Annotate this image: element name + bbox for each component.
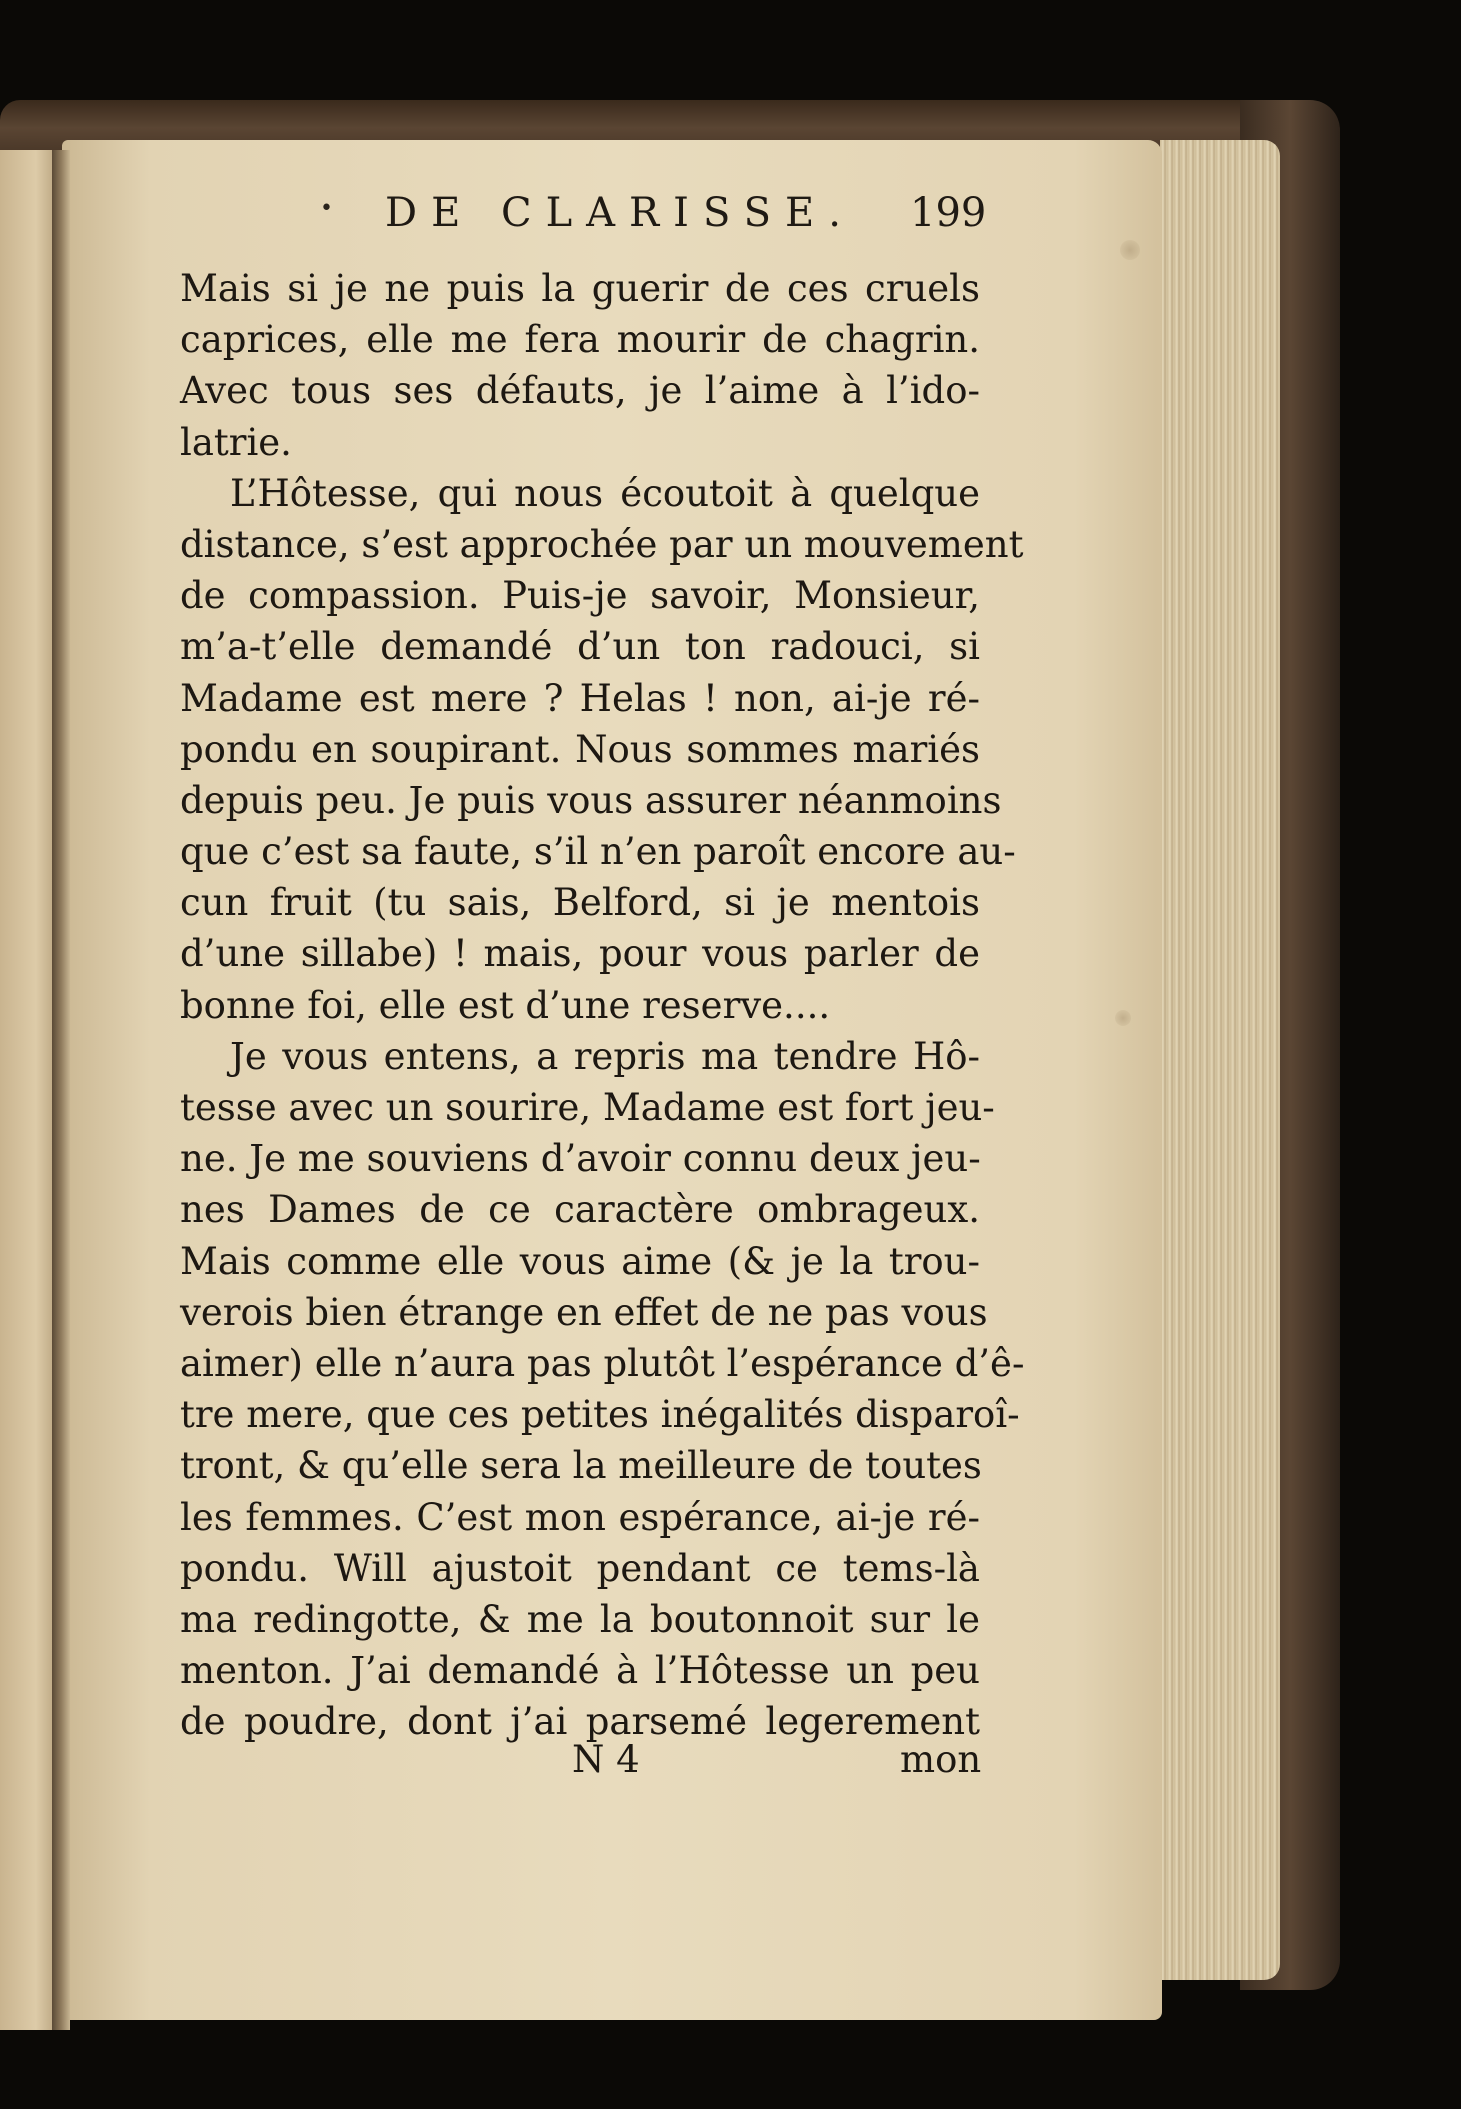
text-line: nes Dames de ce caractère ombrageux.	[180, 1188, 980, 1232]
text-line: de poudre, dont j’ai parsemé legerement	[180, 1700, 980, 1744]
text-line: tront, & qu’elle sera la meilleure de toutes	[180, 1444, 982, 1488]
text-line: caprices, elle me fera mourir de chagrin.	[180, 318, 980, 362]
running-title: DE CLARISSE.	[385, 190, 855, 236]
signature-mark: N 4	[572, 1738, 640, 1781]
left-page-edge	[0, 150, 60, 2030]
text-line: Je vous entens, a repris ma tendre Hô-	[230, 1034, 980, 1078]
text-line: tesse avec un sourire, Madame est fort jeu-	[180, 1086, 995, 1129]
text-line: Avec tous ses défauts, je l’aime à l’ido-	[180, 369, 980, 413]
text-line: cun fruit (tu sais, Belford, si je mentois	[180, 881, 980, 925]
text-line: que c’est sa faute, s’il n’en paroît encore au-	[180, 830, 1016, 874]
book-gutter	[52, 150, 70, 2030]
text-line: aimer) elle n’aura pas plutôt l’espérance d’ê-	[180, 1341, 1025, 1385]
text-line: L’Hôtesse, qui nous écoutoit à quelque	[230, 471, 980, 515]
text-line: bonne foi, elle est d’une reserve....	[180, 983, 831, 1027]
text-line: verois bien étrange en effet de ne pas vous	[180, 1290, 988, 1334]
text-line: Madame est mere ? Helas ! non, ai-je ré-	[180, 676, 980, 720]
text-line: d’une sillabe) ! mais, pour vous parler de	[180, 932, 980, 976]
text-line: menton. J’ai demandé à l’Hôtesse un peu	[180, 1649, 980, 1693]
catchword: mon	[900, 1738, 982, 1781]
running-head	[180, 190, 1000, 250]
text-line: m’a-t’elle demandé d’un ton radouci, si	[180, 625, 980, 669]
text-line: ne. Je me souviens d’avoir connu deux jeu-	[180, 1137, 981, 1181]
bullet-icon: •	[320, 196, 333, 221]
body-text	[180, 263, 1025, 1747]
text-line: distance, s’est approchée par un mouvement	[180, 522, 1024, 566]
paper-spot	[1115, 1010, 1131, 1026]
text-line: ma redingotte, & me la boutonnoit sur le	[180, 1597, 980, 1641]
text-line: Mais si je ne puis la guerir de ces cruels	[180, 267, 980, 310]
text-line: latrie.	[180, 420, 292, 464]
text-line: Mais comme elle vous aime (& je la trou-	[180, 1239, 980, 1283]
text-line: les femmes. C’est mon espérance, ai-je ré-	[180, 1495, 980, 1539]
page-block-edges	[1160, 140, 1280, 1980]
text-line: de compassion. Puis-je savoir, Monsieur,	[180, 574, 980, 618]
page-number: 199	[910, 190, 987, 236]
text-line: depuis peu. Je puis vous assurer néanmoins	[180, 778, 1002, 822]
paper-spot	[1120, 240, 1140, 260]
page-footer	[180, 1738, 980, 1788]
text-line: tre mere, que ces petites inégalités disparoî-	[180, 1393, 1020, 1437]
text-line: pondu en soupirant. Nous sommes mariés	[180, 727, 980, 771]
text-line: pondu. Will ajustoit pendant ce tems-là	[180, 1546, 980, 1590]
